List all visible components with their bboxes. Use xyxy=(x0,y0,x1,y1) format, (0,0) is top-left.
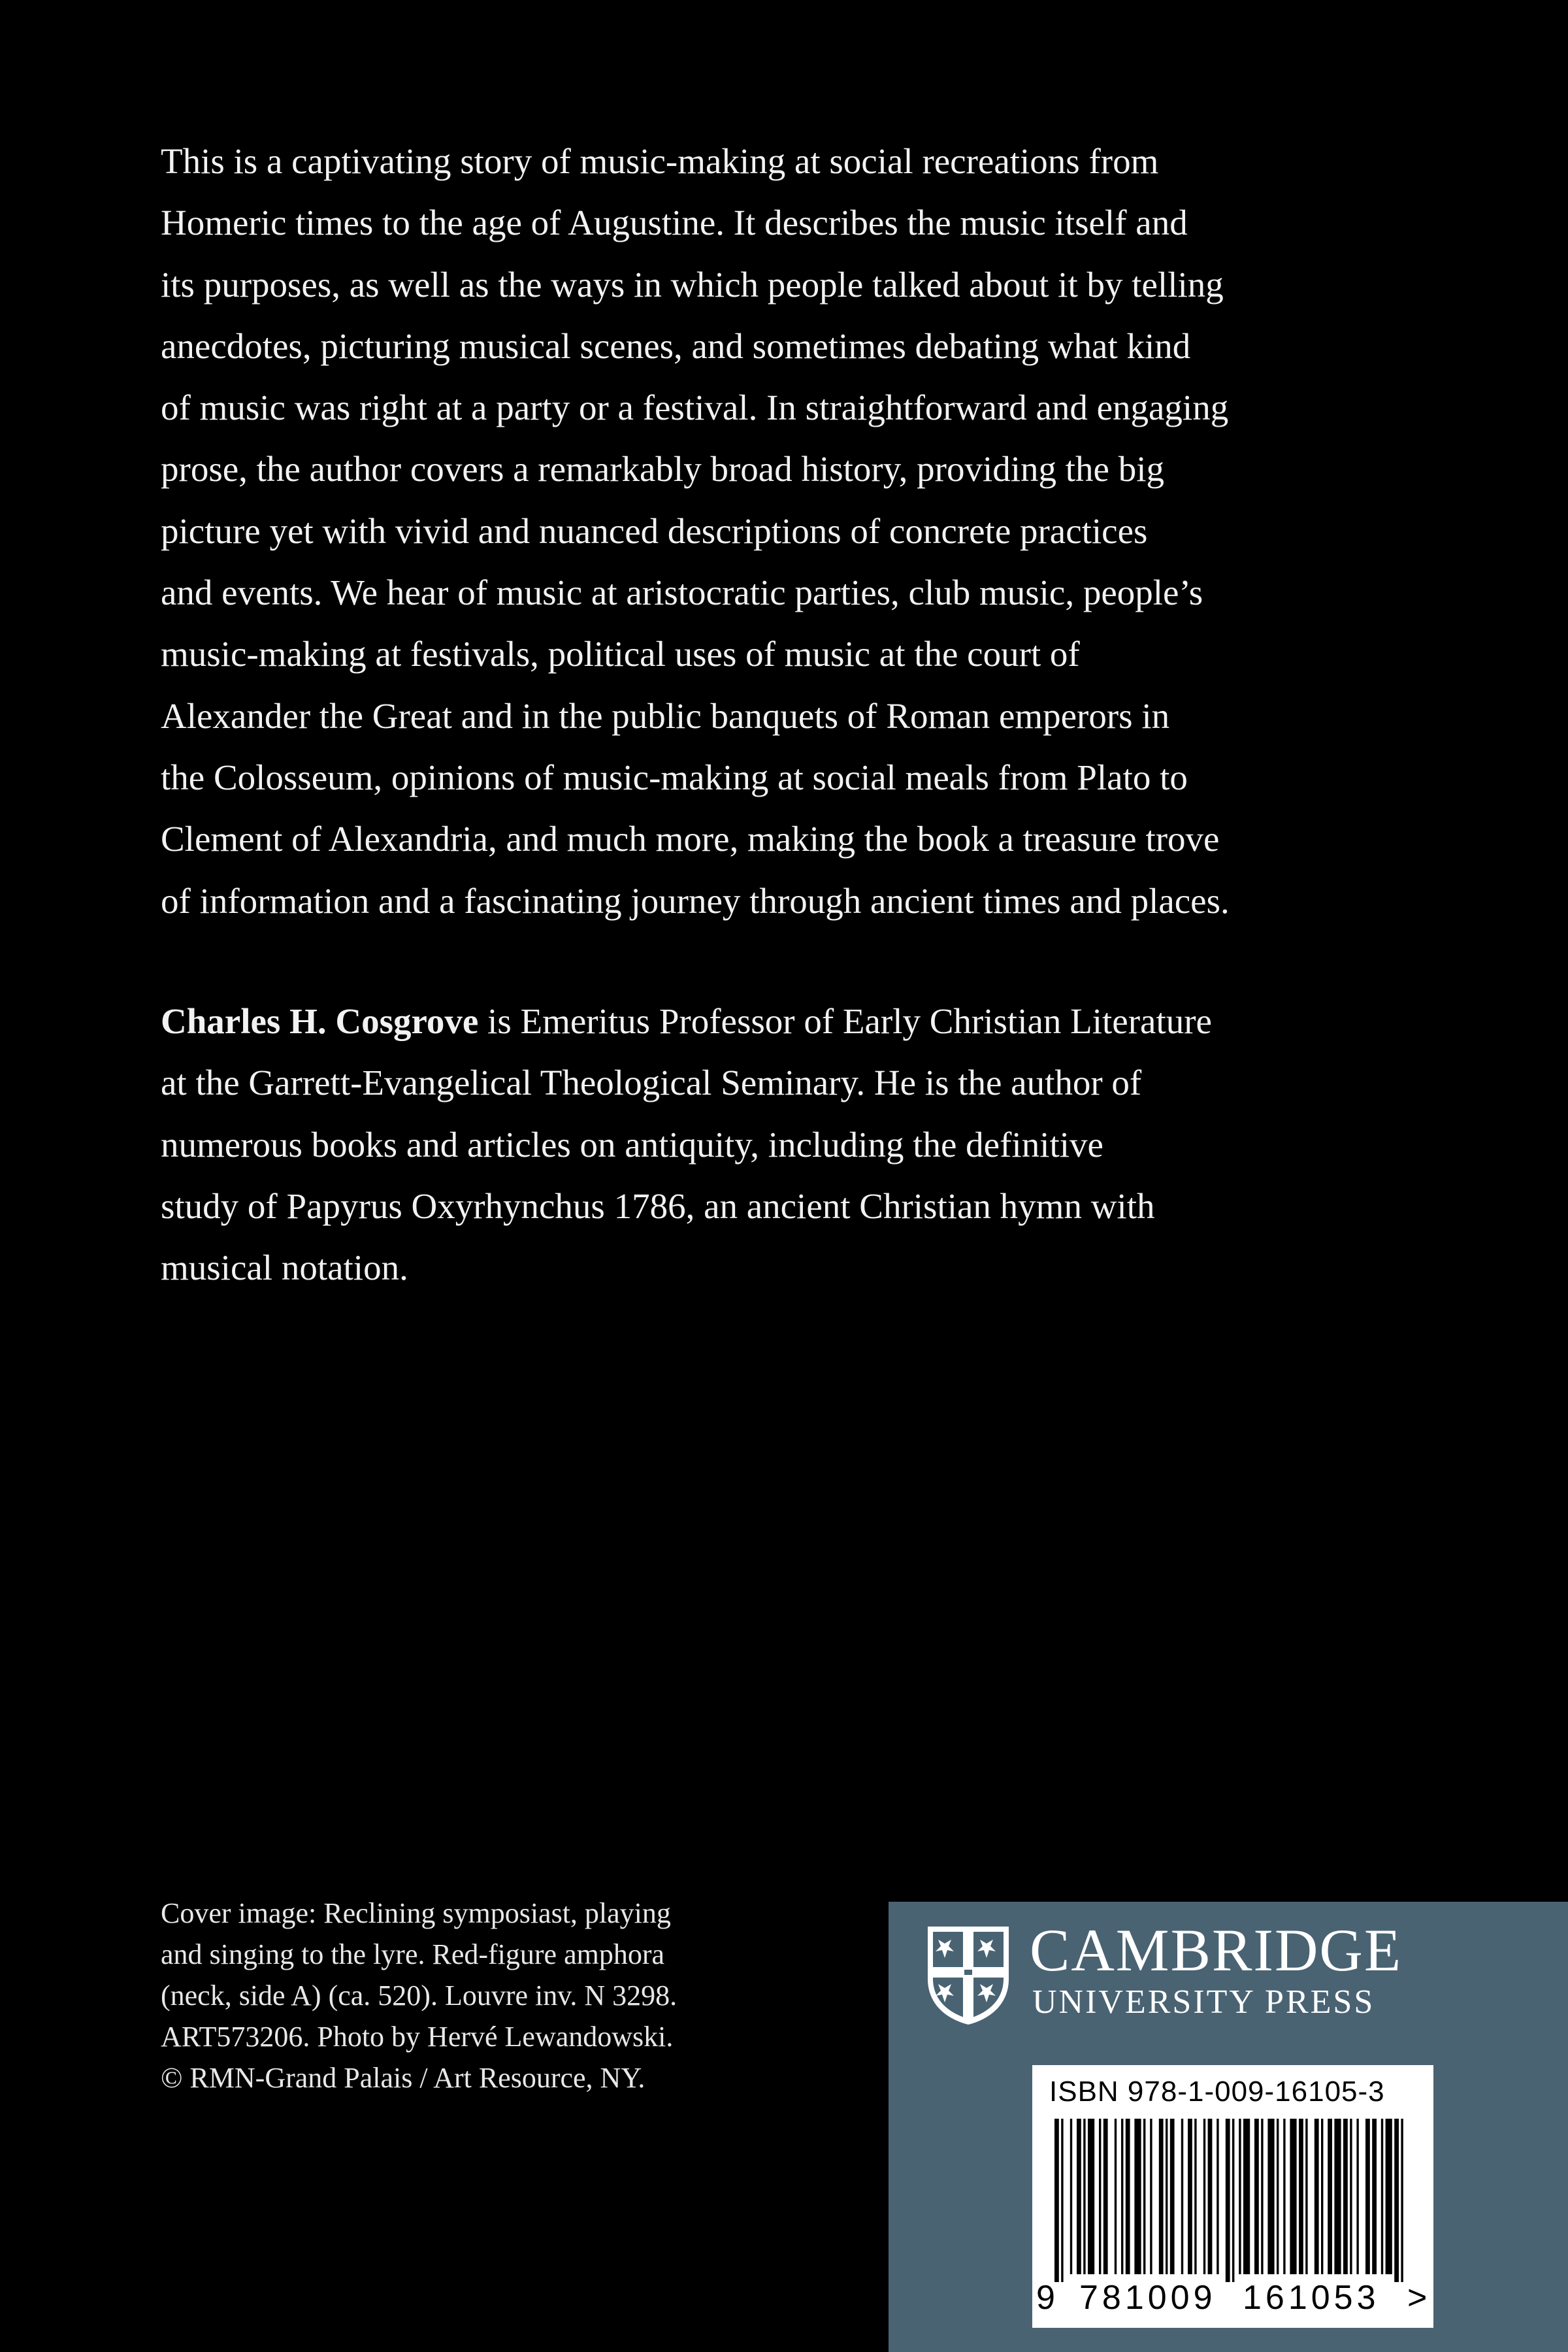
barcode-digit-first: 9 xyxy=(1036,2279,1059,2317)
barcode-bar xyxy=(1372,2119,1377,2274)
publisher-panel xyxy=(889,1902,1568,2352)
barcode-bar xyxy=(1150,2119,1152,2274)
barcode-bar xyxy=(1203,2119,1205,2274)
description-line: Alexander the Great and in the public banquets of Roman emperors in xyxy=(161,695,1170,736)
barcode-bar xyxy=(1277,2119,1279,2274)
isbn-label: ISBN 978-1-009-16105-3 xyxy=(1049,2076,1385,2108)
description-line: music-making at festivals, political uses of music at the court of xyxy=(161,634,1080,674)
description-line: This is a captivating story of music-making at social recreations from xyxy=(161,141,1159,181)
description-line: of music was right at a party or a festival. In straightforward and engaging xyxy=(161,388,1229,428)
barcode-bar xyxy=(1208,2119,1213,2274)
description-line: of information and a fascinating journey through ancient times and places. xyxy=(161,880,1230,921)
barcode-bar xyxy=(1261,2119,1263,2274)
credit-line: ART573206. Photo by Hervé Lewandowski. xyxy=(161,2021,674,2053)
barcode-bar xyxy=(1188,2119,1192,2274)
barcode-digit-end: > xyxy=(1407,2279,1431,2317)
barcode-bar xyxy=(1115,2119,1117,2274)
description-line: Homeric times to the age of Augustine. It describes the music itself and xyxy=(161,203,1188,243)
barcode-bar xyxy=(1343,2119,1348,2274)
bio-first-line-rest: is Emeritus Professor of Early Christian Literature xyxy=(478,1001,1212,1041)
barcode-bar xyxy=(1254,2119,1259,2274)
description-line: picture yet with vivid and nuanced descriptions of concrete practices xyxy=(161,510,1148,551)
barcode-bar xyxy=(1077,2119,1081,2274)
barcode-bar xyxy=(1283,2119,1285,2274)
barcode-bar xyxy=(1232,2119,1234,2282)
description-line: the Colosseum, opinions of music-making at social meals from Plato to xyxy=(161,757,1188,797)
barcode-bar xyxy=(1070,2119,1072,2274)
barcode-bar xyxy=(1267,2119,1274,2274)
barcode-bar xyxy=(1159,2119,1164,2274)
barcode-bar xyxy=(1166,2119,1168,2274)
barcode-bar xyxy=(1194,2119,1196,2274)
barcode-bar xyxy=(1103,2119,1108,2274)
author-bio xyxy=(161,991,1402,1299)
publisher-name-bottom: UNIVERSITY PRESS xyxy=(1032,1983,1375,2021)
barcode-bar xyxy=(1386,2119,1392,2274)
barcode-bar xyxy=(1134,2119,1141,2274)
bio-first-line xyxy=(161,991,1402,1052)
barcode-bar xyxy=(1099,2119,1101,2274)
isbn-barcode xyxy=(1032,2065,1433,2328)
barcode-bars xyxy=(1054,2119,1411,2282)
barcode-bar xyxy=(1401,2119,1403,2282)
credit-line: Cover image: Reclining symposiast, playing xyxy=(161,1897,671,1929)
barcode-bar xyxy=(1365,2119,1370,2274)
credit-line: (neck, side A) (ca. 520). Louvre inv. N 3298. xyxy=(161,1979,678,2012)
credit-line: © RMN-Grand Palais / Art Resource, NY. xyxy=(161,2062,645,2094)
barcode-bar xyxy=(1226,2119,1230,2282)
barcode-digits xyxy=(1032,2278,1433,2324)
barcode-digits-left: 781009 xyxy=(1079,2279,1217,2317)
barcode-bar xyxy=(1394,2119,1399,2282)
barcode-bar xyxy=(1381,2119,1383,2274)
barcode-bar xyxy=(1239,2119,1241,2274)
barcode-bar xyxy=(1083,2119,1085,2274)
barcode-bar xyxy=(1061,2119,1063,2282)
barcode-bar xyxy=(1328,2119,1332,2274)
credit-line: and singing to the lyre. Red-figure amphora xyxy=(161,1938,665,1970)
publisher-name xyxy=(1030,1917,1402,2022)
barcode-bar xyxy=(1356,2119,1358,2274)
author-name: Charles H. Cosgrove xyxy=(161,1001,479,1041)
barcode-bar xyxy=(1315,2119,1319,2274)
barcode-bar xyxy=(1217,2119,1218,2274)
barcode-bar xyxy=(1181,2119,1183,2274)
publisher-name-top: CAMBRIDGE xyxy=(1030,1917,1403,1983)
description-line: its purposes, as well as the ways in which people talked about it by telling xyxy=(161,264,1224,305)
barcode-bar xyxy=(1088,2119,1094,2274)
bio-line: musical notation. xyxy=(161,1248,408,1288)
barcode-bar xyxy=(1350,2119,1352,2274)
barcode-bar xyxy=(1299,2119,1303,2274)
barcode-bar xyxy=(1170,2119,1175,2274)
bio-line: numerous books and articles on antiquity, including the definitive xyxy=(161,1124,1103,1165)
barcode-bar xyxy=(1290,2119,1296,2274)
description-line: prose, the author covers a remarkably broad history, providing the big xyxy=(161,449,1164,489)
barcode-bar xyxy=(1243,2119,1250,2274)
cover-image-credit xyxy=(161,1893,814,2098)
barcode-bar xyxy=(1054,2119,1059,2282)
barcode-bar xyxy=(1121,2119,1123,2274)
bio-line: at the Garrett-Evangelical Theological Seminary. He is the author of xyxy=(161,1063,1142,1103)
barcode-bar xyxy=(1126,2119,1130,2274)
description-line: anecdotes, picturing musical scenes, and sometimes debating what kind xyxy=(161,325,1191,366)
bio-line: study of Papyrus Oxyrhynchus 1786, an ancient Christian hymn with xyxy=(161,1185,1155,1226)
book-description xyxy=(161,131,1402,932)
description-line: and events. We hear of music at aristocratic parties, club music, people’s xyxy=(161,572,1203,613)
barcode-bar xyxy=(1143,2119,1145,2274)
barcode-bar xyxy=(1334,2119,1341,2274)
barcode-digits-right: 161053 xyxy=(1243,2279,1380,2317)
cambridge-crest-icon xyxy=(925,1924,1011,2026)
barcode-bar xyxy=(1321,2119,1323,2274)
barcode-bar xyxy=(1305,2119,1307,2274)
description-line: Clement of Alexandria, and much more, making the book a treasure trove xyxy=(161,819,1220,859)
